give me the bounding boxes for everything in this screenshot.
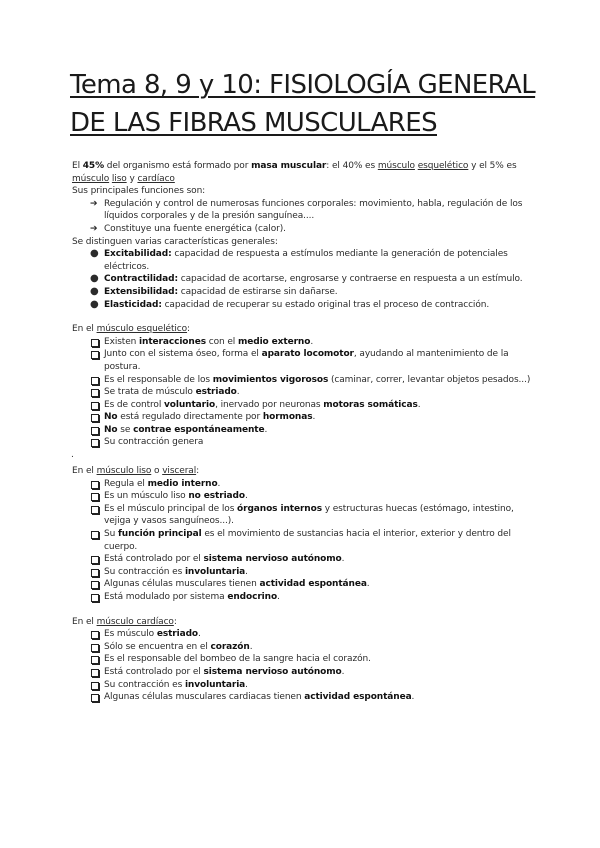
list-item [72, 273, 532, 286]
text: o [151, 466, 163, 477]
list-item: Junto con el sistema óseo, forma el aparato locomotor, ayudando al mantenimiento de la postura. [72, 348, 532, 373]
arrow-icon: ➔ [90, 198, 98, 209]
checkbox-icon [91, 644, 99, 652]
list-item [72, 198, 532, 223]
smooth-list [72, 478, 532, 604]
checkbox-icon [91, 556, 99, 564]
checkbox-icon [91, 669, 99, 677]
smooth-heading [72, 465, 532, 478]
checkbox-icon [91, 389, 99, 397]
list-item: Está controlado por el sistema nervioso autónomo. [72, 553, 532, 566]
list-item: Es el responsable de los movimientos vigorosos (caminar, correr, levantar objetos pesados...) [72, 374, 532, 387]
term: Elasticidad: [104, 299, 162, 310]
bullet-icon: ● [90, 273, 99, 285]
text: capacidad de recuperar su estado original tras el proceso de contracción. [161, 299, 490, 310]
list-item: Algunas células musculares tienen actividad espontánea. [72, 578, 532, 591]
list-item: Sólo se encuentra en el corazón. [72, 641, 532, 654]
list-item: Es músculo estriado. [72, 628, 532, 641]
underlined-term: liso [111, 173, 127, 184]
text: Regulación y control de numerosas funciones corporales: movimiento, habla, regulación de los líquidos corporales y de la presión sanguínea.... [104, 198, 523, 222]
checkbox-icon [91, 339, 99, 347]
list-item: Está modulado por sistema endocrino. [72, 591, 532, 604]
list-item: Su contracción es involuntaria. [72, 679, 532, 692]
list-item: Su contracción genera [72, 436, 532, 449]
underlined-term: músculo [377, 161, 415, 171]
text: : el 40% es [326, 161, 378, 171]
functions-list [72, 198, 532, 236]
text: . [71, 450, 74, 461]
list-item: Es el músculo principal de los órganos internos y estructuras huecas (estómago, intestino, vejiga y vasos sanguíneos...). [72, 503, 532, 528]
cardiac-heading [72, 616, 532, 629]
checkbox-icon [91, 351, 99, 359]
list-item: Su contracción es involuntaria. [72, 566, 532, 579]
text: capacidad de estirarse sin dañarse. [177, 286, 338, 297]
underlined-term: músculo [72, 173, 110, 184]
functions-intro: Sus principales funciones son: [72, 186, 206, 197]
checkbox-icon [91, 569, 99, 577]
title-line-1: Tema 8, 9 y 10: FISIOLOGÍA GENERAL [70, 70, 536, 100]
underlined-term: esquelético [417, 161, 469, 171]
checkbox-icon [91, 481, 99, 489]
checkbox-icon [91, 414, 99, 422]
list-item: No se contrae espontáneamente. [72, 424, 532, 437]
text: Constituye una fuente energética (calor). [104, 223, 286, 234]
text: capacidad de acortarse, engrosarse y contraerse en respuesta a un estímulo. [177, 274, 523, 285]
highlight: 45% [82, 161, 104, 171]
text: y [126, 173, 138, 184]
checkbox-icon [91, 656, 99, 664]
checkbox-icon [91, 439, 99, 447]
list-item: Es de control voluntario, inervado por neuronas motoras somáticas. [72, 399, 532, 412]
checkbox-icon [91, 506, 99, 514]
list-item: Su función principal es el movimiento de sustancias hacia el interior, exterior y dentro del cuerpo. [72, 528, 532, 553]
text: El [72, 161, 83, 171]
skeletal-list [72, 336, 532, 449]
title-line-2: DE LAS FIBRAS MUSCULARES [70, 108, 437, 138]
text: y el 5% es [468, 161, 517, 171]
list-item: Es el responsable del bombeo de la sangre hacia el corazón. [72, 653, 532, 666]
stray-dot [72, 449, 532, 461]
checkbox-icon [91, 402, 99, 410]
text: En el [72, 466, 97, 477]
list-item [72, 286, 532, 299]
checkbox-icon [91, 377, 99, 385]
checkbox-icon [91, 581, 99, 589]
skeletal-heading [72, 323, 532, 336]
underlined-term: visceral [162, 466, 197, 477]
checkbox-icon [91, 493, 99, 501]
underlined-term: cardíaco [137, 173, 175, 184]
list-item: Es un músculo liso no estriado. [72, 490, 532, 503]
list-item: Algunas células musculares cardiacas tienen actividad espontánea. [72, 691, 532, 704]
document-body [72, 160, 532, 704]
underlined-term: músculo esquelético [96, 324, 188, 335]
text: : [173, 616, 177, 627]
list-item: Existen interacciones con el medio externo. [72, 336, 532, 349]
checkbox-icon [91, 427, 99, 435]
text: del organismo está formado por [104, 161, 252, 171]
bullet-icon: ● [90, 248, 99, 260]
highlight: masa muscular [251, 161, 327, 171]
intro-paragraph [72, 160, 532, 185]
list-item: Está controlado por el sistema nervioso autónomo. [72, 666, 532, 679]
text: : [196, 466, 200, 477]
checkbox-icon [91, 631, 99, 639]
text: capacidad de respuesta a estímulos mediante la generación de potenciales eléctricos. [104, 249, 508, 272]
list-item [72, 248, 532, 273]
checkbox-icon [91, 531, 99, 539]
list-item: Regula el medio interno. [72, 478, 532, 491]
term: Contractilidad: [104, 274, 178, 285]
arrow-icon: ➔ [90, 223, 98, 234]
list-item [72, 223, 532, 236]
bullet-icon: ● [90, 285, 99, 297]
underlined-term: músculo liso [96, 466, 152, 477]
text: En el [72, 324, 97, 335]
term: Excitabilidad: [104, 249, 172, 260]
list-item [72, 299, 532, 312]
bullet-icon: ● [90, 298, 99, 310]
text: En el [72, 616, 97, 627]
term: Extensibilidad: [104, 286, 178, 297]
cardiac-list [72, 628, 532, 704]
checkbox-icon [91, 682, 99, 690]
underlined-term: músculo cardíaco [96, 616, 174, 627]
checkbox-icon [91, 594, 99, 602]
checkbox-icon [91, 694, 99, 702]
characteristics-intro: Se distinguen varias características generales: [72, 236, 278, 247]
list-item: No está regulado directamente por hormonas. [72, 411, 532, 424]
list-item: Se trata de músculo estriado. [72, 386, 532, 399]
characteristics-list [72, 248, 532, 311]
page-title [70, 66, 550, 142]
text: : [187, 324, 190, 335]
